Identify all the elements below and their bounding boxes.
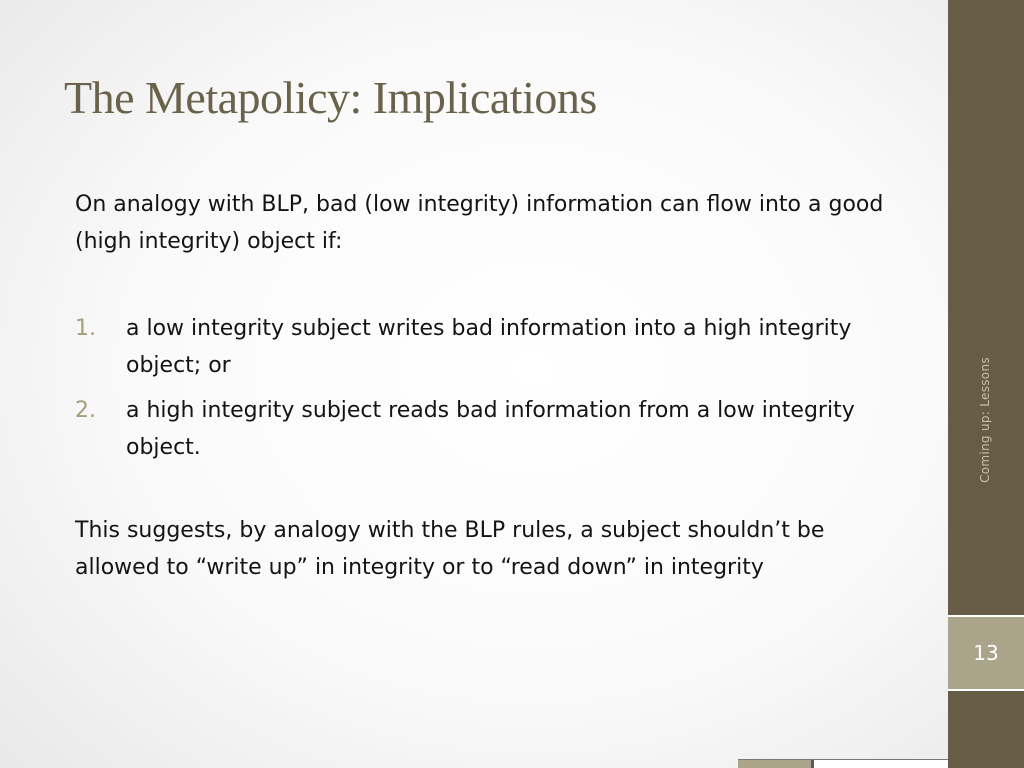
- page-number: 13: [948, 615, 1024, 691]
- list-item-text: a low integrity subject writes bad information into a high integrity object; or: [126, 316, 852, 378]
- slide-title: The Metapolicy: Implications: [64, 72, 597, 123]
- intro-paragraph: On analogy with BLP, bad (low integrity) information can flow into a good (high integrity) object if:: [75, 192, 884, 254]
- list-item-number: 1.: [75, 316, 96, 341]
- slide-body: [75, 186, 905, 586]
- bottom-decoration: [738, 759, 948, 768]
- bottom-decoration-accent: [738, 760, 814, 768]
- conclusion-paragraph: This suggests, by analogy with the BLP rules, a subject shouldn’t be allowed to “write up” in integrity or to “read down” in integrity: [75, 518, 825, 580]
- list-item: [75, 310, 905, 384]
- list-item-number: 2.: [75, 398, 96, 423]
- next-slide-label: Coming up: Lessons: [978, 357, 992, 483]
- numbered-list: [75, 310, 905, 466]
- list-item-text: a high integrity subject reads bad information from a low integrity object.: [126, 398, 855, 460]
- list-item: [75, 392, 905, 466]
